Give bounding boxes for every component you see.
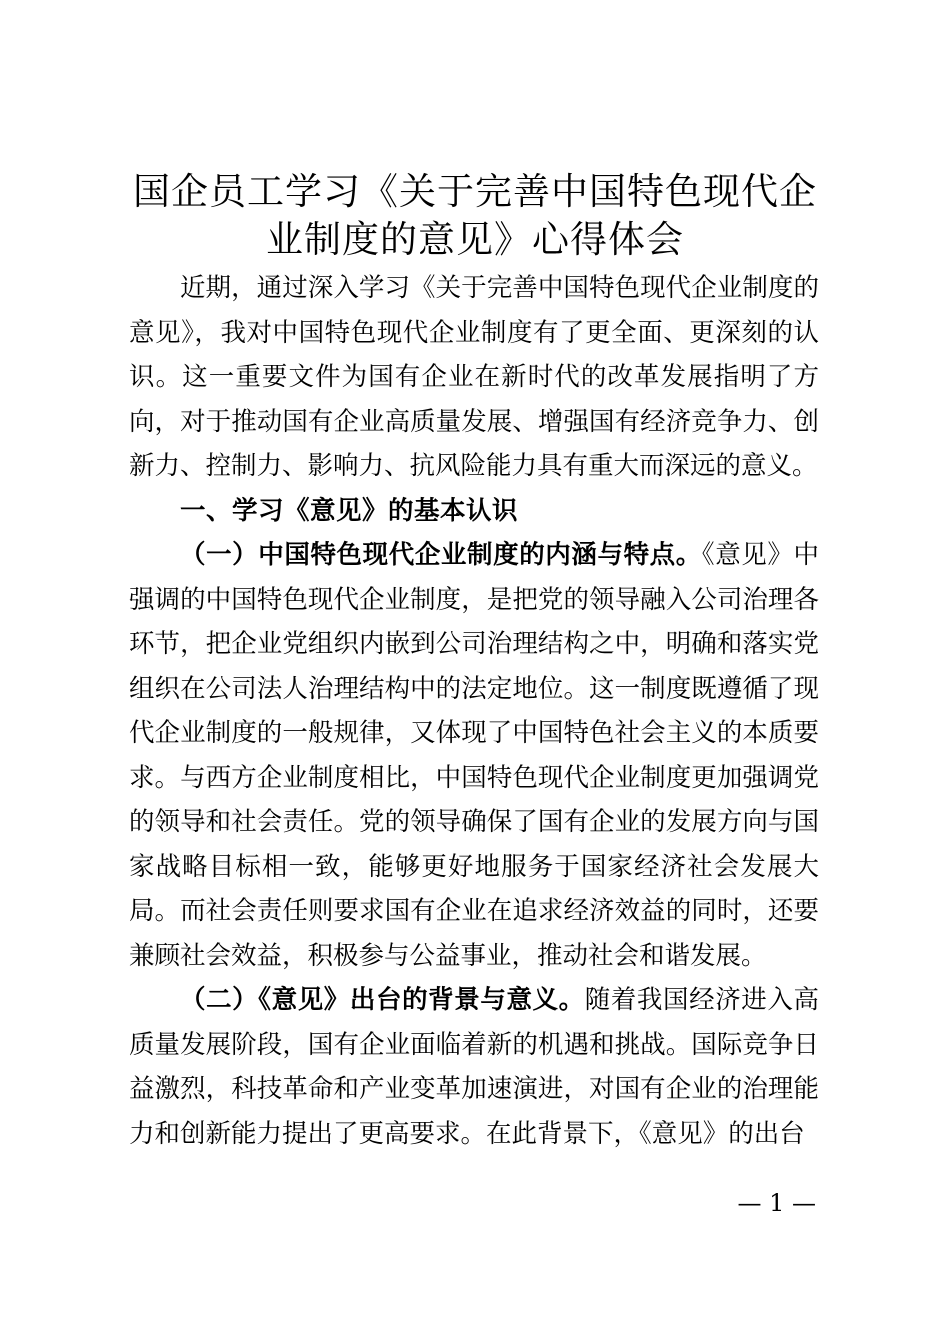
subsection-2-heading: （二）《意见》出台的背景与意义。	[180, 985, 585, 1015]
document-body	[129, 266, 819, 1156]
document-title: 国企员工学习《关于完善中国特色现代企业制度的意见》心得体会	[133, 170, 817, 261]
subsection-1-heading: （一）中国特色现代企业制度的内涵与特点。	[180, 540, 702, 570]
subsection-1-paragraph	[129, 533, 819, 978]
subsection-2-body: 随着我国经济进入高质量发展阶段，国有企业面临着新的机遇和挑战。国际竞争日益激烈，科技革命和产业变革加速演进，对国有企业的治理能力和创新能力提出了更高要求。在此背景下，《意见》的出台	[129, 985, 819, 1149]
page-number: — 1 —	[737, 1189, 816, 1217]
subsection-2-paragraph	[129, 978, 819, 1156]
subsection-1-body: 《意见》中强调的中国特色现代企业制度，是把党的领导融入公司治理各环节，把企业党组织内嵌到公司治理结构之中，明确和落实党组织在公司法人治理结构中的法定地位。这一制度既遵循了现代企业制度的一般规律，又体现了中国特色社会主义的本质要求。与西方企业制度相比，中国特色现代企业制度更加强调党的领导和社会责任。党的领导确保了国有企业的发展方向与国家战略目标相一致，能够更好地服务于国家经济社会发展大局。而社会责任则要求国有企业在追求经济效益的同时，还要兼顾社会效益，积极参与公益事业，推动社会和谐发展。	[129, 540, 819, 971]
intro-paragraph: 近期，通过深入学习《关于完善中国特色现代企业制度的意见》，我对中国特色现代企业制度有了更全面、更深刻的认识。这一重要文件为国有企业在新时代的改革发展指明了方向，对于推动国有企业高质量发展、增强国有经济竞争力、创新力、控制力、影响力、抗风险能力具有重大而深远的意义。	[129, 273, 819, 481]
section-1-heading: 一、学习《意见》的基本认识	[180, 495, 519, 526]
